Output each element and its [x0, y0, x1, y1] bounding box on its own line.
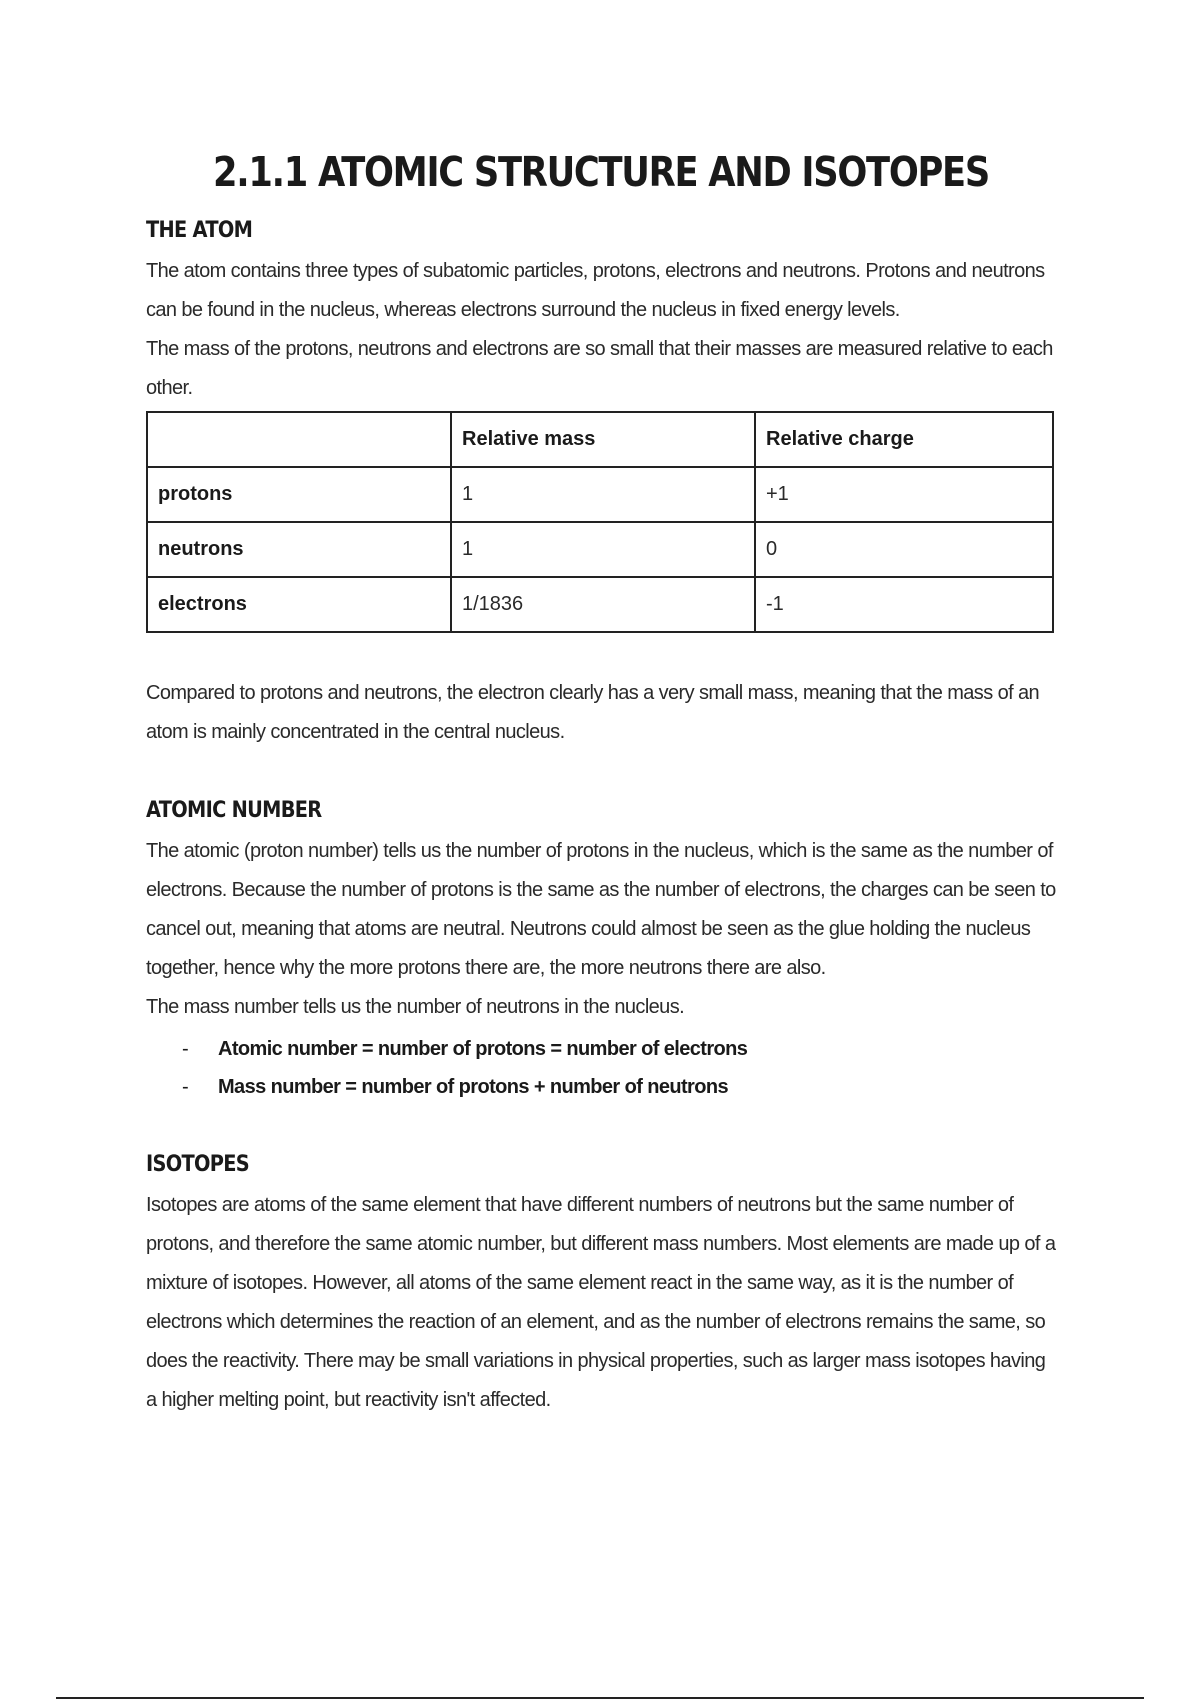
heading-the-atom: THE ATOM [146, 218, 253, 243]
page-bottom-rule [56, 1697, 1144, 1699]
table-header-row [147, 412, 1053, 467]
particle-name: electrons [147, 577, 451, 632]
atom-paragraph-1: The atom contains three types of subatomic particles, protons, electrons and neutrons. Protons and neutrons can be found in the nucleus, whereas electrons surround the nucleus in fixed energy levels. [146, 260, 1045, 321]
particle-name: protons [147, 467, 451, 522]
electron-mass-note [146, 674, 1056, 752]
bullet-dash: - [182, 1038, 189, 1060]
list-item [182, 1030, 747, 1068]
table-header-empty [147, 412, 451, 467]
isotopes-description [146, 1186, 1056, 1420]
particle-mass: 1/1836 [451, 577, 755, 632]
list-item [182, 1068, 747, 1106]
heading-atomic-number: ATOMIC NUMBER [146, 798, 322, 823]
page-title: 2.1.1 ATOMIC STRUCTURE AND ISOTOPES [213, 148, 989, 196]
atomic-number-formulas [182, 1030, 747, 1106]
bullet-dash: - [182, 1076, 189, 1098]
particle-charge: +1 [755, 467, 1053, 522]
atomic-number-paragraph-1: The atomic (proton number) tells us the number of protons in the nucleus, which is the same as the number of electrons. Because the number of protons is the same as the number of electrons, the charges can be seen to cancel out, meaning that atoms are neutral. Neutrons could almost be seen as the glue holding the nucleus together, hence why the more protons there are, the more neutrons there are also. [146, 840, 1056, 979]
subatomic-particles-table [146, 411, 1054, 633]
table-header-relative-charge: Relative charge [755, 412, 1053, 467]
formula-mass-number: Mass number = number of protons + number of neutrons [218, 1076, 728, 1098]
after-table-paragraph: Compared to protons and neutrons, the electron clearly has a very small mass, meaning that the mass of an atom is mainly concentrated in the central nucleus. [146, 682, 1040, 743]
table-row [147, 577, 1053, 632]
table-header-relative-mass: Relative mass [451, 412, 755, 467]
particle-name: neutrons [147, 522, 451, 577]
particle-mass: 1 [451, 522, 755, 577]
isotopes-paragraph: Isotopes are atoms of the same element that have different numbers of neutrons but the same number of protons, and therefore the same atomic number, but different mass numbers. Most elements are made up of a mixture of isotopes. However, all atoms of the same element react in the same way, as it is the number of electrons which determines the reaction of an element, and as the number of electrons remains the same, so does the reactivity. There may be small variations in physical properties, such as larger mass isotopes having a higher melting point, but reactivity isn't affected. [146, 1194, 1056, 1411]
particle-mass: 1 [451, 467, 755, 522]
atomic-number-description [146, 832, 1056, 1027]
atom-description [146, 252, 1056, 408]
atom-paragraph-2: The mass of the protons, neutrons and electrons are so small that their masses are measured relative to each other. [146, 338, 1053, 399]
table-row [147, 467, 1053, 522]
particle-charge: 0 [755, 522, 1053, 577]
atomic-number-paragraph-2: The mass number tells us the number of neutrons in the nucleus. [146, 996, 685, 1018]
particle-charge: -1 [755, 577, 1053, 632]
heading-isotopes: ISOTOPES [146, 1152, 250, 1177]
formula-atomic-number: Atomic number = number of protons = number of electrons [218, 1038, 748, 1060]
table-row [147, 522, 1053, 577]
